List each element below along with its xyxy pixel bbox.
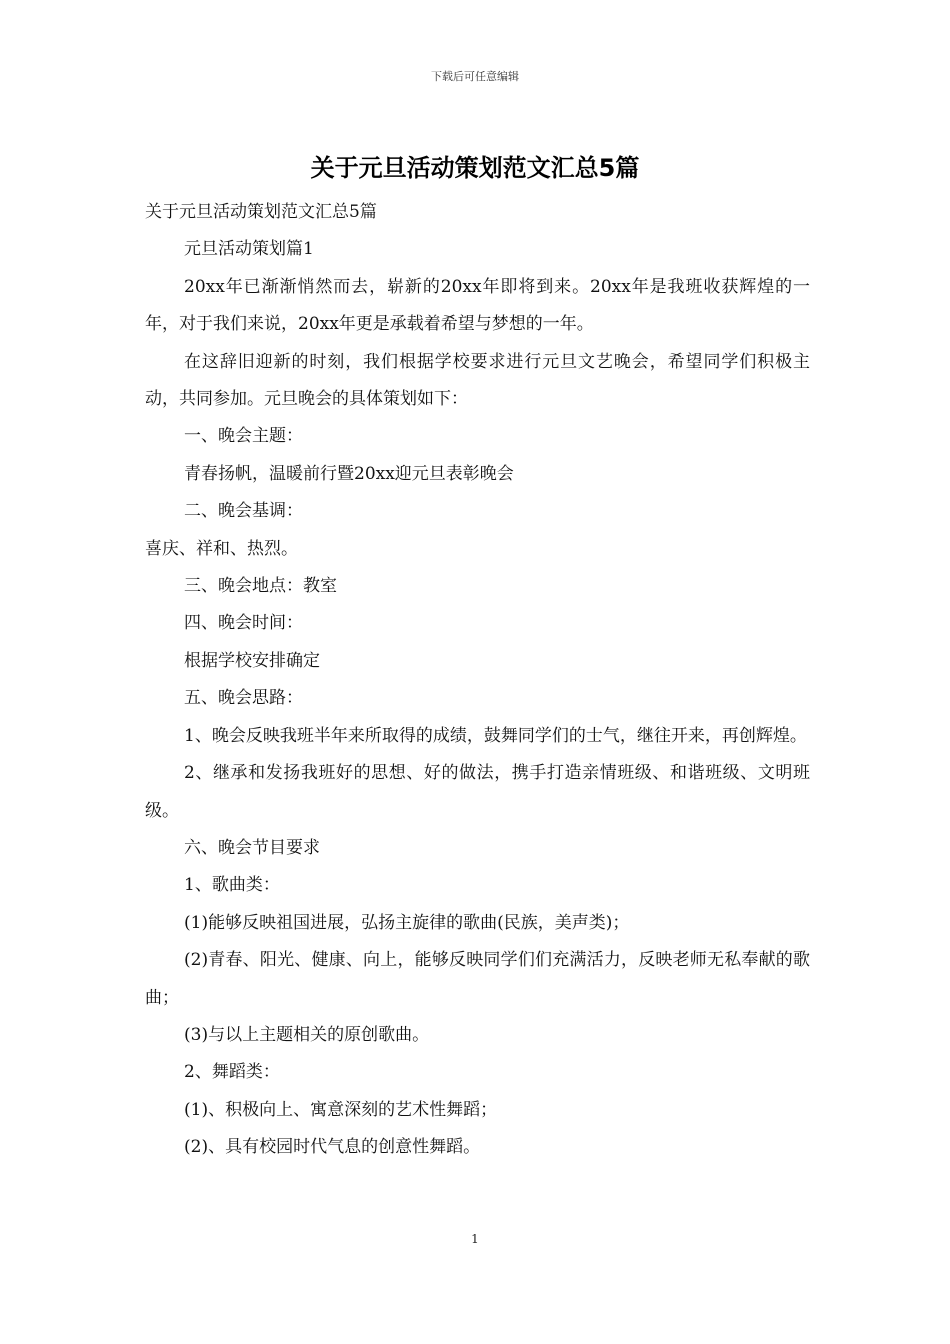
paragraph: 元旦活动策划篇1	[184, 239, 314, 260]
document-title: 关于元旦活动策划范文汇总5篇	[310, 154, 640, 182]
paragraph: 青春扬帆，温暖前行暨20xx迎元旦表彰晚会	[184, 463, 514, 484]
paragraph: 四、晚会时间：	[184, 613, 303, 634]
paragraph: 20xx年已渐渐悄然而去，崭新的20xx年即将到来。20xx年是我班收获辉煌的一年，对于我们来说，20xx年更是承载着希望与梦想的一年。	[145, 276, 810, 335]
paragraph: 三、晚会地点：教室	[184, 576, 337, 597]
paragraph: 喜庆、祥和、热烈。	[145, 538, 298, 559]
paragraph: (3)与以上主题相关的原创歌曲。	[184, 1024, 430, 1045]
header-note: 下载后可任意编辑	[431, 70, 519, 83]
page-number: 1	[471, 1232, 479, 1246]
paragraph: 1、歌曲类：	[184, 875, 280, 896]
paragraph: (1)能够反映祖国进展，弘扬主旋律的歌曲(民族，美声类)；	[184, 912, 630, 933]
paragraph: 六、晚会节目要求	[184, 837, 320, 858]
paragraph: 五、晚会思路：	[184, 688, 303, 709]
paragraph: 2、舞蹈类：	[184, 1062, 280, 1083]
document-body	[145, 194, 810, 1167]
paragraph: 关于元旦活动策划范文汇总5篇	[145, 202, 377, 222]
paragraph: 2、继承和发扬我班好的思想、好的做法，携手打造亲情班级、和谐班级、文明班级。	[145, 763, 810, 821]
paragraph: 一、晚会主题：	[184, 426, 303, 447]
paragraph: (2)、具有校园时代气息的创意性舞蹈。	[184, 1137, 481, 1158]
paragraph: (2)青春、阳光、健康、向上，能够反映同学们们充满活力，反映老师无私奉献的歌曲；	[145, 950, 810, 1008]
paragraph: (1)、积极向上、寓意深刻的艺术性舞蹈；	[184, 1099, 498, 1120]
paragraph: 在这辞旧迎新的时刻，我们根据学校要求进行元旦文艺晚会，希望同学们积极主动，共同参加。元旦晚会的具体策划如下：	[145, 351, 810, 410]
paragraph: 1、晚会反映我班半年来所取得的成绩，鼓舞同学们的士气，继往开来，再创辉煌。	[184, 725, 807, 746]
paragraph: 二、晚会基调：	[184, 501, 303, 522]
paragraph: 根据学校安排确定	[184, 650, 320, 671]
